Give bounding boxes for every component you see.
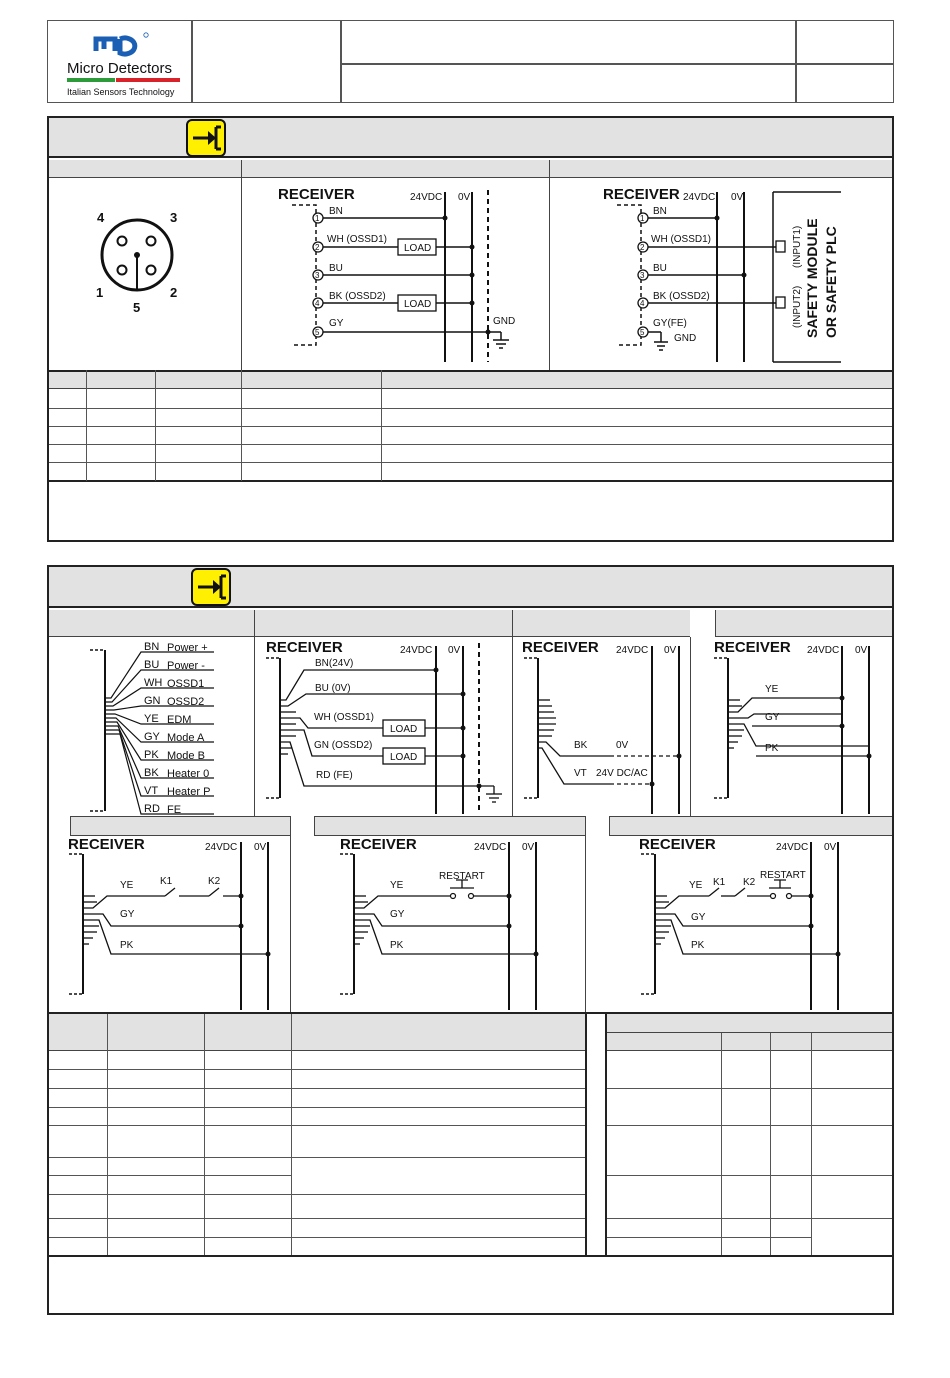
company-name: Micro Detectors: [67, 60, 173, 77]
svg-text:3: 3: [640, 271, 645, 280]
svg-text:0V: 0V: [458, 192, 471, 203]
svg-text:24VDC: 24VDC: [776, 842, 809, 853]
svg-text:YE: YE: [765, 684, 779, 695]
svg-text:BN: BN: [653, 206, 667, 217]
svg-text:GN (OSSD2): GN (OSSD2): [314, 740, 373, 751]
svg-text:24VDC: 24VDC: [205, 842, 238, 853]
wire-function: Heater 0: [167, 768, 210, 780]
wire-list-item: [105, 695, 214, 710]
svg-text:GY: GY: [765, 712, 780, 723]
svg-text:PK: PK: [390, 940, 404, 951]
svg-text:2: 2: [315, 243, 320, 252]
wire-list-item: [105, 713, 214, 726]
svg-text:BK (OSSD2): BK (OSSD2): [653, 291, 710, 302]
wire-color-code: RD: [144, 803, 160, 815]
svg-text:WH (OSSD1): WH (OSSD1): [314, 712, 374, 723]
svg-text:PK: PK: [691, 940, 705, 951]
svg-text:GY: GY: [329, 318, 344, 329]
svg-text:0V: 0V: [664, 645, 677, 656]
section2-table-header-left: [49, 1014, 585, 1051]
header-code-cell: [796, 20, 894, 64]
wiring-diagram-e: [292, 836, 582, 1012]
wire-function: EDM: [167, 714, 192, 726]
svg-text:K1: K1: [713, 877, 726, 888]
svg-text:0V: 0V: [824, 842, 837, 853]
svg-text:RD (FE): RD (FE): [316, 770, 353, 781]
header-rev-cell: [796, 64, 894, 103]
svg-text:24VDC: 24VDC: [410, 192, 443, 203]
company-logo: [48, 21, 191, 102]
svg-text:RECEIVER: RECEIVER: [68, 836, 145, 853]
header-cell-2: [192, 20, 341, 103]
wire-function: OSSD2: [167, 696, 205, 708]
svg-text:24VDC: 24VDC: [683, 192, 716, 203]
logo-green-bar: [67, 78, 115, 82]
wire-color-code: GN: [144, 695, 161, 707]
svg-text:GY: GY: [390, 909, 405, 920]
logo-red-bar: [116, 78, 180, 82]
svg-text:LOAD: LOAD: [390, 724, 418, 735]
svg-text:24V DC/AC: 24V DC/AC: [596, 768, 648, 779]
svg-text:BU (0V): BU (0V): [315, 683, 351, 694]
svg-text:0V: 0V: [855, 645, 868, 656]
wiring-diagram-b: [514, 638, 689, 816]
wire-color-code: BN: [144, 641, 160, 653]
svg-text:OR SAFETY PLC: OR SAFETY PLC: [823, 226, 839, 338]
section1-table-header: [49, 370, 892, 389]
svg-text:1: 1: [315, 214, 320, 223]
section2-titlebar: [49, 567, 892, 608]
svg-text:24VDC: 24VDC: [616, 645, 649, 656]
wire-color-code: YE: [144, 713, 159, 725]
receiver-symbol-icon: [186, 119, 226, 157]
svg-text:5: 5: [133, 300, 141, 315]
svg-text:RECEIVER: RECEIVER: [266, 639, 343, 656]
wire-function: Mode A: [167, 732, 205, 744]
wire-function: FE: [167, 804, 182, 816]
svg-text:WH (OSSD1): WH (OSSD1): [651, 234, 711, 245]
svg-text:GND: GND: [493, 316, 516, 327]
svg-text:24VDC: 24VDC: [400, 645, 433, 656]
wiring-diagram-safety-plc: [551, 180, 891, 368]
svg-text:3: 3: [170, 210, 178, 225]
svg-text:GY(FE): GY(FE): [653, 318, 687, 329]
m12-connector-diagram: [80, 200, 200, 320]
section2-table-subheader-right: [607, 1033, 892, 1051]
svg-text:YE: YE: [120, 880, 134, 891]
svg-text:0V: 0V: [731, 192, 744, 203]
svg-text:GY: GY: [120, 909, 135, 920]
wiring-diagram-d: [51, 836, 289, 1012]
svg-text:1: 1: [96, 285, 104, 300]
svg-text:GND: GND: [674, 333, 697, 344]
svg-text:PK: PK: [120, 940, 134, 951]
svg-text:(INPUT1): (INPUT1): [792, 225, 803, 268]
svg-text:YE: YE: [689, 880, 703, 891]
svg-text:BU: BU: [653, 263, 667, 274]
svg-text:GY: GY: [691, 912, 706, 923]
svg-text:RECEIVER: RECEIVER: [522, 639, 599, 656]
svg-text:4: 4: [640, 299, 645, 308]
svg-text:WH (OSSD1): WH (OSSD1): [327, 234, 387, 245]
svg-text:LOAD: LOAD: [404, 299, 432, 310]
svg-text:5: 5: [315, 328, 320, 337]
svg-text:K1: K1: [160, 876, 173, 887]
svg-text:RECEIVER: RECEIVER: [603, 186, 680, 203]
header-subtitle-cell: [341, 64, 796, 103]
wiring-diagram-a: [256, 638, 510, 816]
header-logo-cell: [47, 20, 192, 103]
receiver-symbol-icon: [191, 568, 231, 606]
wire-function: Power +: [167, 642, 208, 654]
svg-text:0V: 0V: [616, 740, 629, 751]
wire-function: Heater P: [167, 786, 211, 798]
svg-text:2: 2: [170, 285, 178, 300]
svg-text:0V: 0V: [448, 645, 461, 656]
wiring-diagram-load: [243, 180, 548, 368]
svg-text:BU: BU: [329, 263, 343, 274]
svg-text:RECEIVER: RECEIVER: [714, 639, 791, 656]
svg-text:LOAD: LOAD: [390, 752, 418, 763]
svg-text:VT: VT: [574, 768, 587, 779]
wire-color-code: BK: [144, 767, 159, 779]
svg-text:BK (OSSD2): BK (OSSD2): [329, 291, 386, 302]
wire-color-code: WH: [144, 677, 163, 689]
svg-text:K2: K2: [208, 876, 221, 887]
svg-text:RECEIVER: RECEIVER: [639, 836, 716, 853]
svg-text:SAFETY MODULE: SAFETY MODULE: [804, 218, 820, 338]
svg-text:4: 4: [315, 299, 320, 308]
wire-color-list: [86, 638, 252, 816]
svg-text:24VDC: 24VDC: [807, 645, 840, 656]
svg-text:3: 3: [315, 271, 320, 280]
svg-text:RECEIVER: RECEIVER: [340, 836, 417, 853]
svg-text:RESTART: RESTART: [760, 870, 806, 881]
svg-text:YE: YE: [390, 880, 404, 891]
section1-notes: [49, 482, 892, 540]
wire-function: Power -: [167, 660, 205, 672]
wire-color-code: PK: [144, 749, 159, 761]
section2-table-header-right: [607, 1014, 892, 1033]
svg-text:RESTART: RESTART: [439, 871, 485, 882]
svg-text:BK: BK: [574, 740, 588, 751]
header-title-cell: [341, 20, 796, 64]
svg-text:RECEIVER: RECEIVER: [278, 186, 355, 203]
wiring-diagram-c: [692, 638, 890, 816]
svg-text:2: 2: [640, 243, 645, 252]
md-logo-mark: [96, 33, 148, 54]
section2-subheader: [49, 610, 892, 637]
wire-color-code: BU: [144, 659, 160, 671]
svg-text:BN: BN: [329, 206, 343, 217]
company-tagline: Italian Sensors Technology: [67, 87, 175, 97]
wire-function: Mode B: [167, 750, 205, 762]
svg-text:(INPUT2): (INPUT2): [792, 285, 803, 328]
section2-subheader-2: [49, 816, 892, 836]
svg-text:0V: 0V: [522, 842, 535, 853]
svg-text:5: 5: [640, 328, 645, 337]
svg-text:K2: K2: [743, 877, 756, 888]
section2-notes: [49, 1257, 892, 1313]
section1-titlebar: [49, 118, 892, 158]
svg-text:0V: 0V: [254, 842, 267, 853]
wire-function: OSSD1: [167, 678, 205, 690]
svg-text:BN(24V): BN(24V): [315, 658, 354, 669]
wire-color-code: VT: [144, 785, 159, 797]
svg-text:4: 4: [97, 210, 105, 225]
wiring-diagram-f: [587, 836, 891, 1012]
svg-text:1: 1: [640, 214, 645, 223]
svg-text:PK: PK: [765, 743, 779, 754]
svg-text:24VDC: 24VDC: [474, 842, 507, 853]
svg-text:LOAD: LOAD: [404, 243, 432, 254]
wire-color-code: GY: [144, 731, 160, 743]
section1-subheader: [49, 160, 892, 178]
